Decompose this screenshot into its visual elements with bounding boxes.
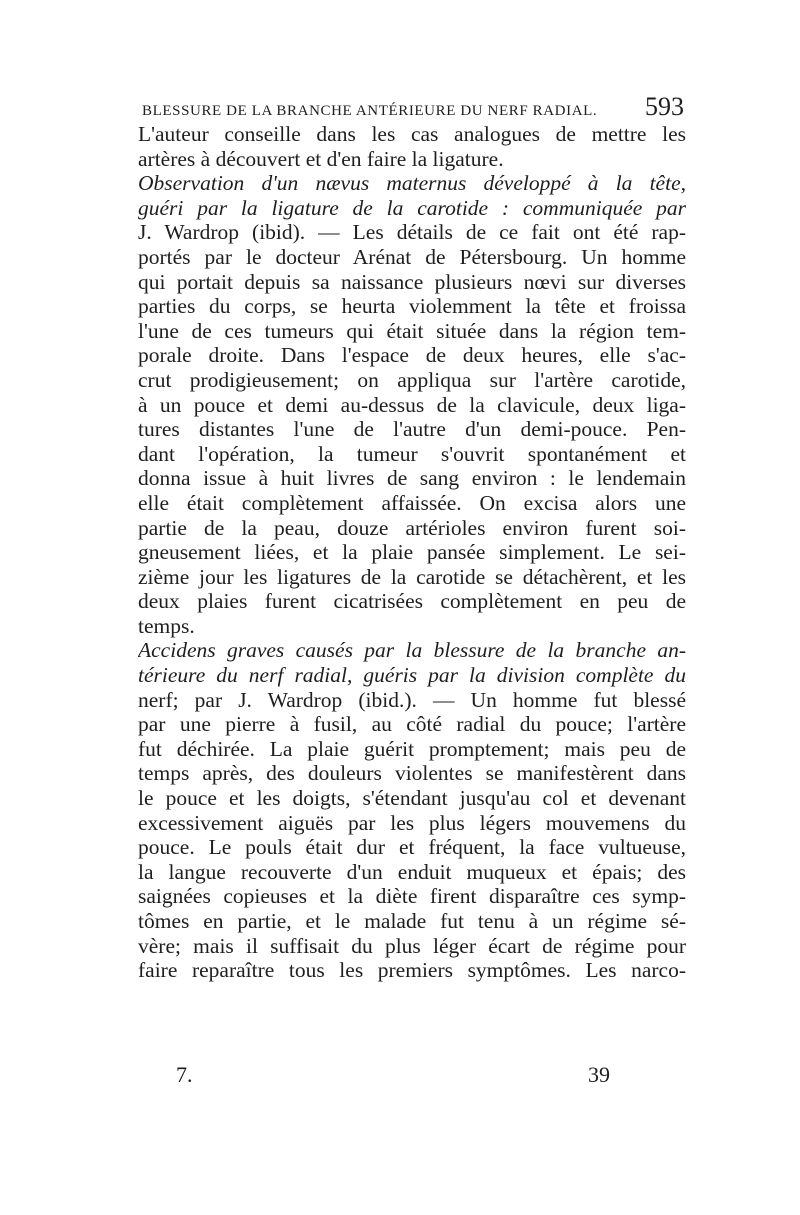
text-line: Observation d'un nævus maternus développé à la tête, <box>138 171 686 196</box>
text-line: tômes en partie, et le malade fut tenu à un régime sé- <box>138 909 686 933</box>
text-line: porale droite. Dans l'espace de deux heures, elle s'ac- <box>138 343 686 368</box>
text-line: vère; mais il suffisait du plus léger écart de régime pour <box>138 933 686 958</box>
text-line: la langue recouverte d'un enduit muqueux et épais; des <box>138 859 686 884</box>
text-line: à un pouce et demi au-dessus de la clavicule, deux liga- <box>138 392 686 417</box>
text-line: pouce. Le pouls était dur et fréquent, la face vultueuse, <box>138 835 686 860</box>
text-line: portés par le docteur Arénat de Pétersbourg. Un homme <box>138 244 686 269</box>
text-line: tures distantes l'une de l'autre d'un demi-pouce. Pen- <box>138 417 686 442</box>
text-line: guéri par la ligature de la carotide : communiquée par <box>138 195 686 220</box>
text-line: saignées copieuses et la diète firent disparaître ces symp- <box>138 884 686 909</box>
text-line: dant l'opération, la tumeur s'ouvrit spontanément et <box>138 441 686 466</box>
text-line: L'auteur conseille dans les cas analogues de mettre les <box>138 122 686 146</box>
page-footer <box>0 1062 800 1102</box>
text-line: Accidens graves causés par la blessure de la branche an- <box>138 638 686 663</box>
text-line: deux plaies furent cicatrisées complètement en peu de <box>138 589 686 614</box>
text-line: l'une de ces tumeurs qui était située dans la région tem- <box>138 318 686 343</box>
text-line: térieure du nerf radial, guéris par la division complète du <box>138 663 686 688</box>
text-line: partie de la peau, douze artérioles environ furent soi- <box>138 515 686 540</box>
text-line: crut prodigieusement; on appliqua sur l'artère carotide, <box>138 367 686 392</box>
text-line: fut déchirée. La plaie guérit promptement; mais peu de <box>138 736 686 761</box>
text-line: parties du corps, se heurta violemment la tête et froissa <box>138 294 686 319</box>
gathering-number: 39 <box>588 1062 610 1087</box>
running-title: BLESSURE DE LA BRANCHE ANTÉRIEURE DU NERF RADIAL. <box>142 103 598 119</box>
body-text <box>138 122 686 983</box>
text-line: elle était complètement affaissée. On excisa alors une <box>138 490 686 515</box>
text-line: nerf; par J. Wardrop (ibid.). — Un homme fut blessé <box>138 687 686 712</box>
text-line: gneusement liées, et la plaie pansée simplement. Le sei- <box>138 540 686 565</box>
text-line: J. Wardrop (ibid). — Les détails de ce fait ont été rap- <box>138 220 686 245</box>
text-line: le pouce et les doigts, s'étendant jusqu'au col et devenant <box>138 786 686 811</box>
text-line: temps après, des douleurs violentes se manifestèrent dans <box>138 761 686 786</box>
signature-mark: 7. <box>176 1062 193 1087</box>
text-line: artères à découvert et d'en faire la ligature. <box>138 146 504 171</box>
running-head <box>142 92 684 124</box>
page-number: 593 <box>645 92 684 121</box>
text-line: zième jour les ligatures de la carotide se détachèrent, et les <box>138 564 686 589</box>
text-line: par une pierre à fusil, au côté radial du pouce; l'artère <box>138 712 686 737</box>
text-line: faire reparaître tous les premiers symptômes. Les narco- <box>138 958 686 983</box>
text-line: donna issue à huit livres de sang environ : le lendemain <box>138 466 686 491</box>
text-line: qui portait depuis sa naissance plusieurs nœvi sur diverses <box>138 269 686 294</box>
text-line: excessivement aiguës par les plus légers mouvemens du <box>138 810 686 835</box>
text-line: temps. <box>138 613 195 638</box>
